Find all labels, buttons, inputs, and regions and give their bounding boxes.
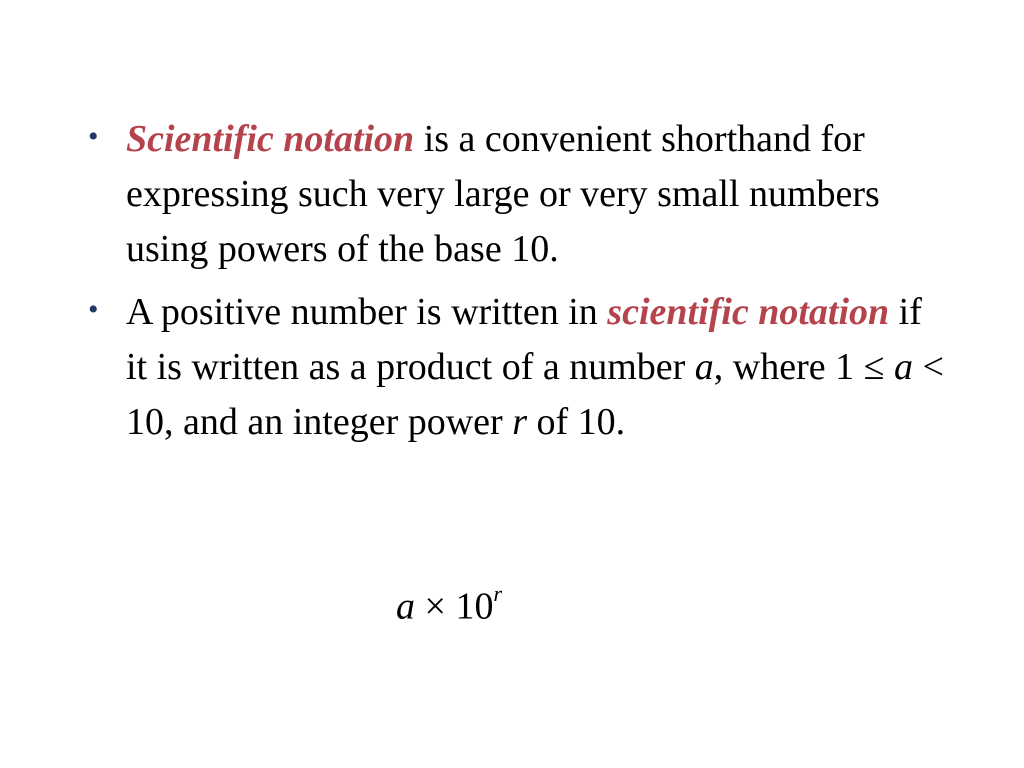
term-scientific-notation: Scientific notation: [126, 118, 415, 160]
bullet-marker-icon: •: [88, 293, 99, 326]
leq-symbol: ≤: [863, 346, 885, 388]
term-scientific-notation: scientific notation: [607, 291, 890, 333]
formula: [396, 573, 502, 632]
variable-r: r: [512, 401, 527, 443]
bullet-text-lead: A positive number is written in: [126, 291, 608, 333]
bullet-list: [88, 112, 948, 458]
bullet-text: of 10.: [527, 401, 626, 443]
bullet-item-1: [88, 112, 948, 277]
formula-exponent: r: [493, 581, 502, 606]
bullet-text: if it is written as a product of a number: [126, 291, 922, 388]
bullet-text: , where 1: [713, 346, 864, 388]
variable-a: a: [894, 346, 913, 388]
formula-variable-a: a: [396, 585, 415, 628]
space: [885, 346, 895, 388]
bullet-text: is a convenient shorthand for expressing such very large or very small numbers using powers of the base 10.: [126, 118, 880, 270]
bullet-item-2: [88, 285, 948, 450]
variable-a: a: [694, 346, 714, 388]
bullet-text: 10, and an integer power: [126, 401, 513, 443]
lt-symbol: <: [913, 346, 944, 388]
times-symbol: ×: [415, 585, 456, 628]
bullet-marker-icon: •: [88, 120, 99, 153]
formula-base: 10: [455, 585, 494, 628]
